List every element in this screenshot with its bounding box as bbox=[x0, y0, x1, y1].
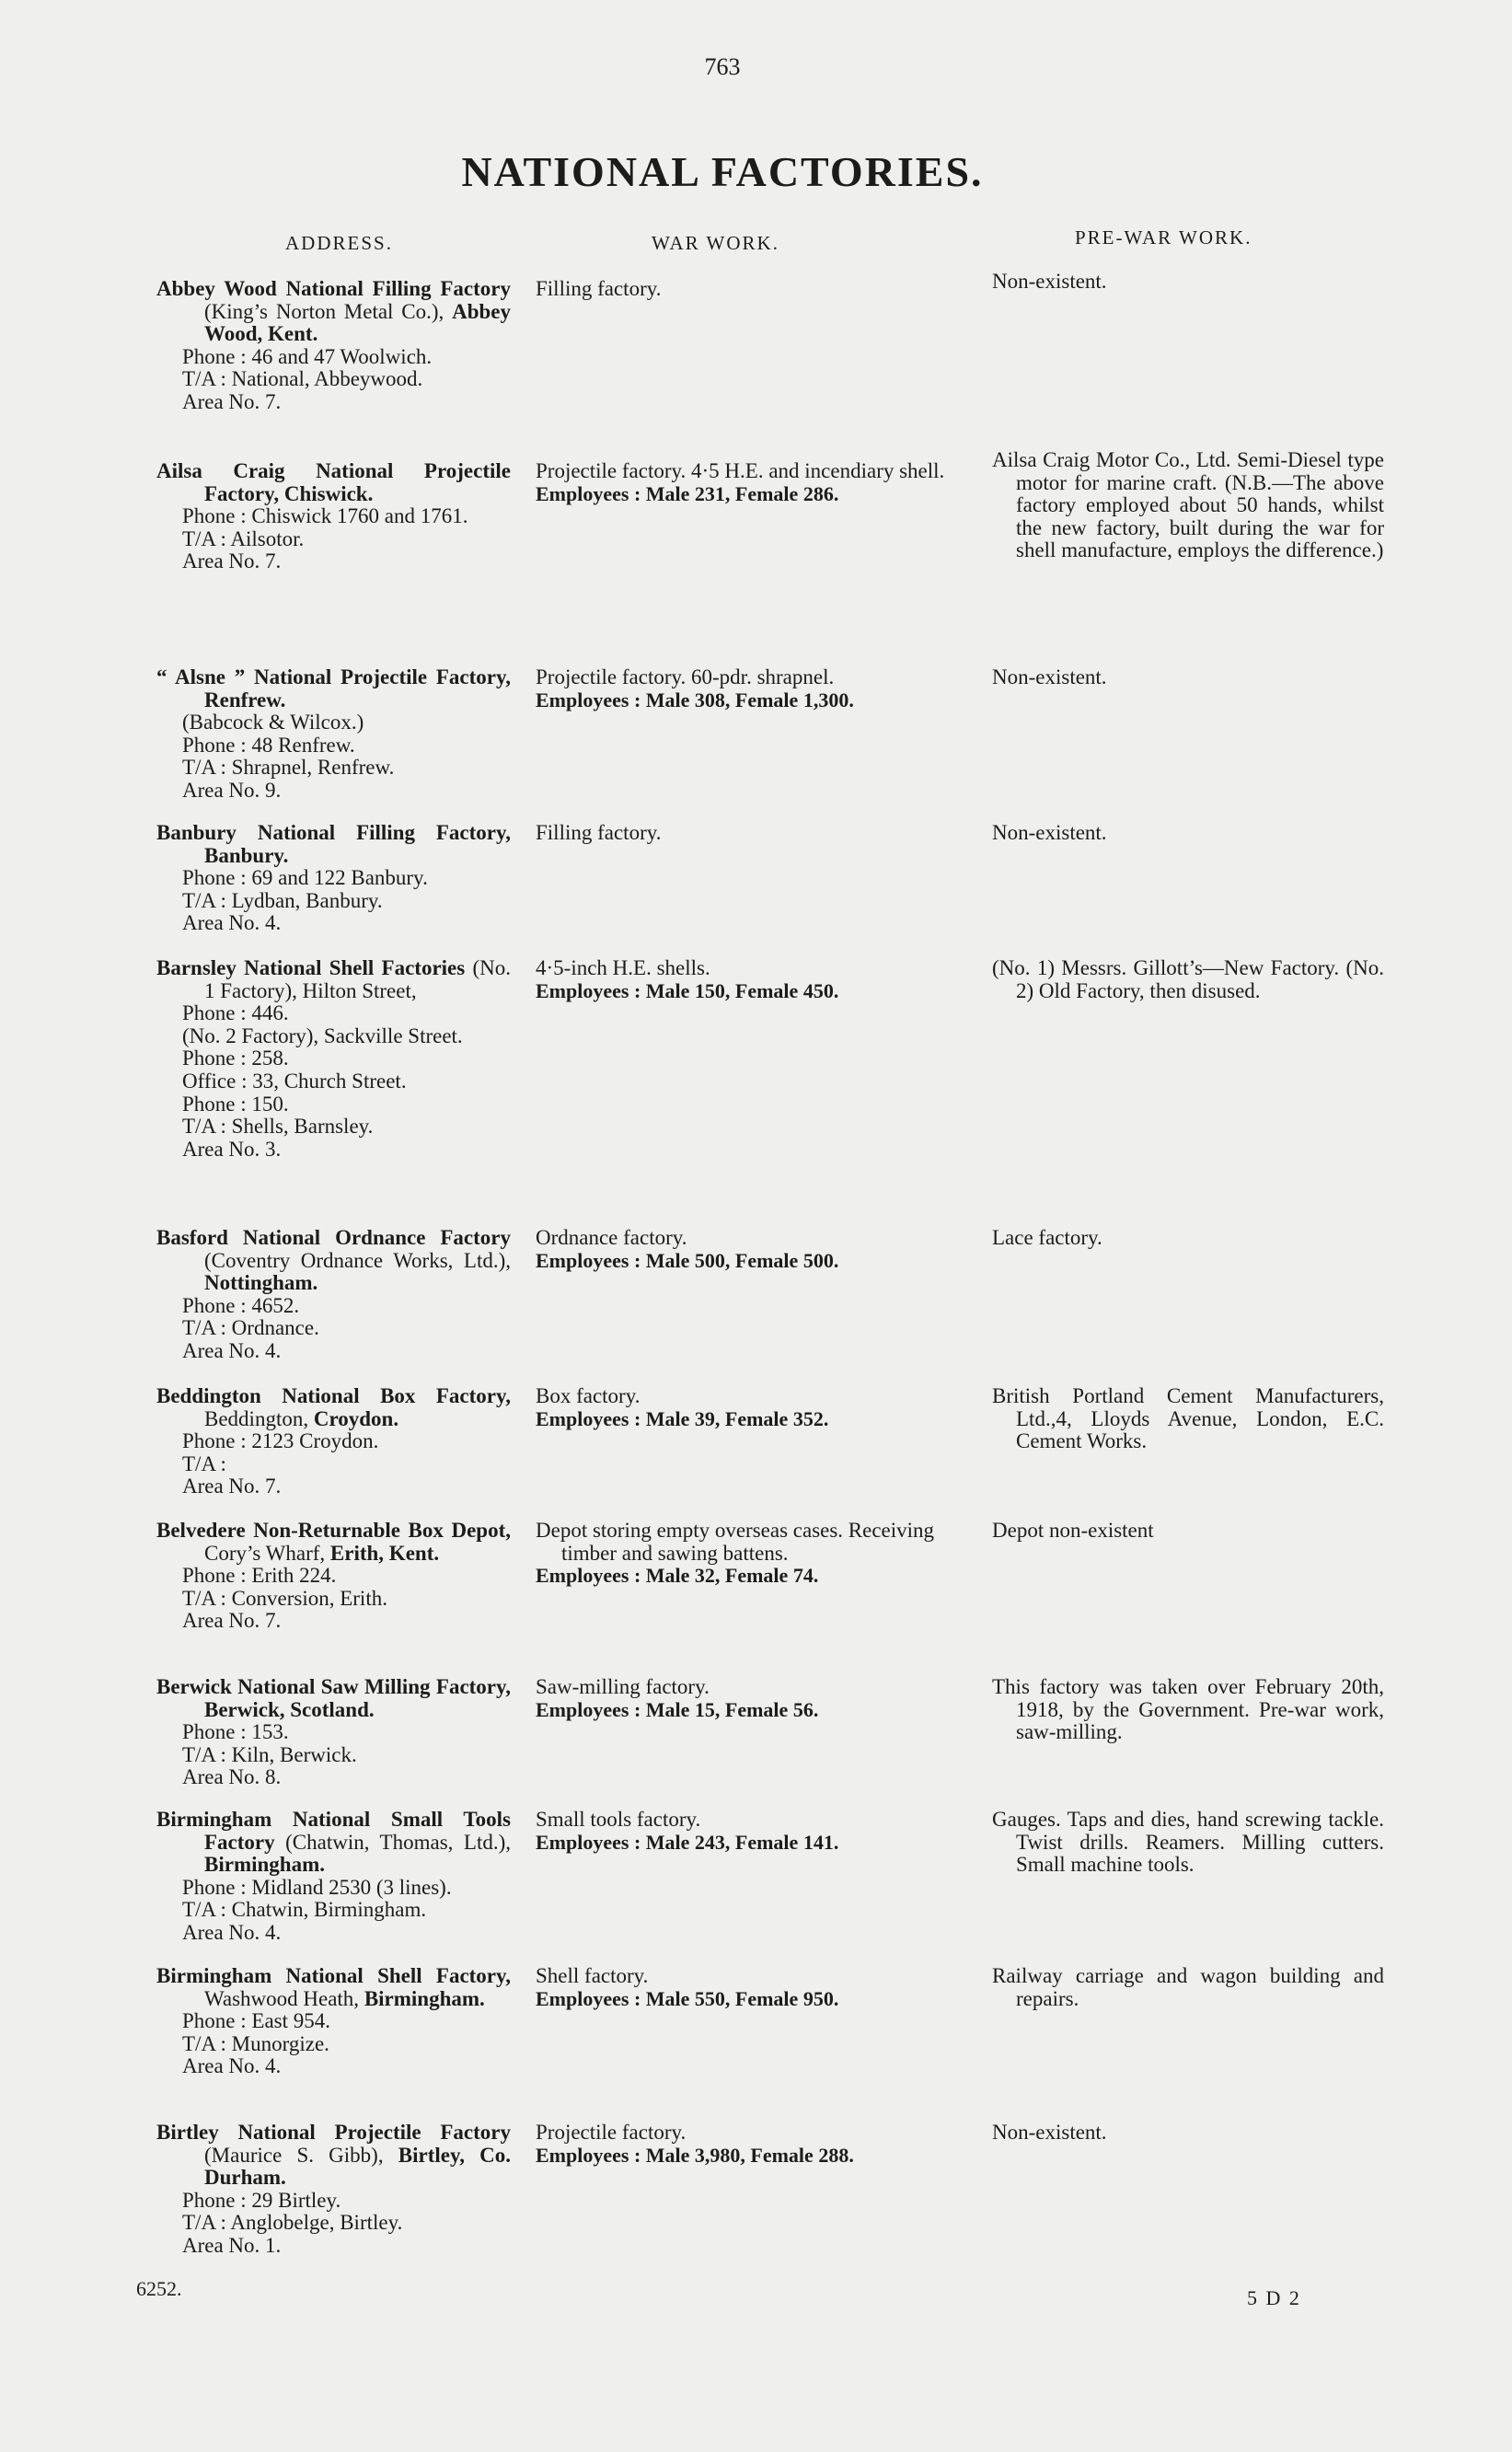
war-work-block bbox=[536, 460, 977, 505]
factory-name-bold: Birmingham National Shell Factory, bbox=[156, 1964, 511, 1987]
address-block bbox=[156, 822, 511, 935]
address-line: T/A : bbox=[182, 1452, 226, 1475]
address-line: Phone : 29 Birtley. bbox=[182, 2188, 341, 2212]
address-line: Phone : 153. bbox=[182, 1720, 289, 1744]
column-header-war-work: WAR WORK. bbox=[652, 232, 779, 254]
address-block bbox=[156, 957, 511, 1161]
war-work-description: Saw-milling factory. bbox=[536, 1675, 710, 1698]
address-line: (Babcock & Wilcox.) bbox=[182, 711, 364, 734]
factory-name-detail: (Chatwin, Thomas, Ltd.), bbox=[274, 1830, 511, 1854]
factory-location: Birmingham. bbox=[204, 1853, 325, 1877]
pre-war-work: Gauges. Taps and dies, hand screwing tackle. Twist drills. Reamers. Milling cutters. Small machine tools. bbox=[992, 1808, 1384, 1877]
address-line: Phone : 150. bbox=[182, 1092, 289, 1116]
employees-count: Employees : Male 308, Female 1,300. bbox=[536, 688, 854, 711]
address-line: Area No. 7. bbox=[182, 549, 282, 573]
factory-name-bold: Birmingham National Small Tools Factory bbox=[156, 1808, 511, 1854]
factory-location: Croydon. bbox=[313, 1406, 399, 1430]
address-block bbox=[156, 1809, 511, 1945]
war-work-block bbox=[536, 957, 977, 1002]
war-work-block bbox=[536, 2122, 977, 2167]
address-line: Area No. 7. bbox=[182, 389, 282, 413]
address-line: T/A : Shells, Barnsley. bbox=[182, 1115, 374, 1139]
war-work-block bbox=[536, 1520, 977, 1588]
address-block bbox=[156, 1520, 511, 1633]
address-line: T/A : Conversion, Erith. bbox=[182, 1586, 387, 1610]
pre-war-work: Lace factory. bbox=[992, 1226, 1102, 1249]
factory-location: Erith, Kent. bbox=[329, 1541, 440, 1565]
address-line: Area No. 4. bbox=[182, 2054, 282, 2078]
pre-war-work: Non-existent. bbox=[992, 2121, 1107, 2144]
address-line: T/A : Ailsotor. bbox=[182, 526, 305, 550]
address-line: Phone : Midland 2530 (3 lines). bbox=[182, 1875, 452, 1899]
factory-name-bold: Ailsa Craig National Projectile Factory, Chiswick. bbox=[156, 459, 511, 505]
pre-war-work: Non-existent. bbox=[992, 270, 1107, 293]
address-block bbox=[156, 2122, 511, 2258]
page-number: 763 bbox=[704, 53, 741, 80]
war-work-description: Depot storing empty overseas cases. Receiving timber and sawing battens. bbox=[536, 1519, 935, 1565]
pre-war-work: Non-existent. bbox=[992, 665, 1107, 688]
factory-name-detail: (Maurice S. Gibb), bbox=[204, 2143, 398, 2167]
employees-count: Employees : Male 32, Female 74. bbox=[536, 1564, 819, 1588]
address-line: Area No. 9. bbox=[182, 778, 282, 802]
employees-count: Employees : Male 550, Female 950. bbox=[536, 1986, 839, 2010]
footer-signature-mark: 5 D 2 bbox=[1247, 2286, 1301, 2309]
address-line: Phone : 446. bbox=[182, 1001, 289, 1025]
pre-war-work: Ailsa Craig Motor Co., Ltd. Semi-Diesel type motor for marine craft. (N.B.—The above factory employed about 50 hands, whilst the new factory, built during the war for shell manufacture, employs the difference.) bbox=[992, 448, 1384, 562]
factory-name bbox=[156, 1520, 511, 1565]
factory-name-bold: Abbey Wood National Filling Factory bbox=[156, 277, 511, 300]
address-line: Area No. 7. bbox=[182, 1475, 282, 1498]
address-block bbox=[156, 1227, 511, 1363]
column-header-address: ADDRESS. bbox=[285, 232, 393, 254]
employees-count: Employees : Male 500, Female 500. bbox=[536, 1248, 839, 1272]
address-block bbox=[156, 666, 511, 803]
war-work-description: Filling factory. bbox=[536, 277, 662, 300]
address-line: T/A : Kiln, Berwick. bbox=[182, 1742, 357, 1766]
address-line: T/A : Anglobelge, Birtley. bbox=[182, 2211, 403, 2235]
war-work-block bbox=[536, 1809, 977, 1854]
factory-name-bold: Banbury National Filling Factory, Banbury. bbox=[156, 821, 511, 867]
address-line: Phone : 258. bbox=[182, 1047, 289, 1070]
factory-name bbox=[156, 1227, 511, 1295]
war-work-block bbox=[536, 1385, 977, 1430]
war-work-block bbox=[536, 1227, 977, 1272]
address-line: T/A : Lydban, Banbury. bbox=[182, 888, 383, 912]
address-line: Phone : 4652. bbox=[182, 1293, 300, 1317]
address-line: Phone : 69 and 122 Banbury. bbox=[182, 866, 428, 890]
pre-war-work: (No. 1) Messrs. Gillott’s—New Factory. (No. 2) Old Factory, then disused. bbox=[992, 956, 1384, 1002]
address-block bbox=[156, 460, 511, 573]
war-work-block bbox=[536, 278, 977, 301]
employees-count: Employees : Male 39, Female 352. bbox=[536, 1406, 829, 1430]
war-work-description: Filling factory. bbox=[536, 821, 662, 844]
factory-name-detail: (Coventry Ordnance Works, Ltd.), bbox=[204, 1248, 511, 1272]
footer-print-number: 6252. bbox=[136, 2277, 182, 2300]
employees-count: Employees : Male 15, Female 56. bbox=[536, 1697, 819, 1721]
factory-location: Nottingham. bbox=[204, 1271, 318, 1295]
factory-name-detail: Washwood Heath, bbox=[204, 1986, 364, 2010]
address-block bbox=[156, 1385, 511, 1498]
war-work-description: Shell factory. bbox=[536, 1964, 649, 1987]
factory-name-bold: Berwick National Saw Milling Factory, Berwick, Scotland. bbox=[156, 1675, 511, 1721]
pre-war-work: Railway carriage and wagon building and repairs. bbox=[992, 1964, 1384, 2010]
column-header-pre-war-work: PRE-WAR WORK. bbox=[1075, 226, 1252, 249]
employees-count: Employees : Male 243, Female 141. bbox=[536, 1830, 839, 1854]
factory-name bbox=[156, 1965, 511, 2010]
factory-name-bold: Basford National Ordnance Factory bbox=[156, 1226, 511, 1249]
war-work-block bbox=[536, 1965, 977, 2010]
war-work-description: Projectile factory. 60-pdr. shrapnel. bbox=[536, 665, 835, 688]
factory-name bbox=[156, 278, 511, 346]
address-line: Area No. 4. bbox=[182, 1920, 282, 1944]
address-line: Area No. 3. bbox=[182, 1137, 282, 1161]
employees-count: Employees : Male 150, Female 450. bbox=[536, 978, 839, 1002]
address-line: Phone : 48 Renfrew. bbox=[182, 733, 355, 757]
address-line: Phone : Chiswick 1760 and 1761. bbox=[182, 504, 468, 528]
factory-location: Birmingham. bbox=[364, 1986, 485, 2010]
factory-name bbox=[156, 1676, 511, 1721]
factory-name bbox=[156, 822, 511, 867]
employees-count: Employees : Male 231, Female 286. bbox=[536, 481, 839, 505]
address-line: T/A : Munorgize. bbox=[182, 2031, 329, 2055]
war-work-block bbox=[536, 1676, 977, 1721]
factory-name-bold: Barnsley National Shell Factories bbox=[156, 956, 466, 979]
factory-name bbox=[156, 1809, 511, 1877]
war-work-block bbox=[536, 666, 977, 711]
address-line: Office : 33, Church Street. bbox=[182, 1069, 407, 1093]
factory-name bbox=[156, 666, 511, 711]
address-line: T/A : Shrapnel, Renfrew. bbox=[182, 756, 395, 780]
address-line: Phone : 46 and 47 Woolwich. bbox=[182, 344, 433, 368]
factory-name-bold: Beddington National Box Factory, bbox=[156, 1384, 511, 1407]
factory-name bbox=[156, 2122, 511, 2190]
pre-war-work: Non-existent. bbox=[992, 821, 1107, 844]
factory-name-detail: (King’s Norton Metal Co.), bbox=[204, 299, 453, 323]
factory-name-detail: (No. 1 Factory), Hilton Street, bbox=[204, 956, 511, 1002]
factory-name bbox=[156, 1385, 511, 1430]
factory-name-bold: Belvedere Non-Returnable Box Depot, bbox=[156, 1519, 511, 1542]
address-line: T/A : Chatwin, Birmingham. bbox=[182, 1898, 427, 1922]
factory-name-detail: Cory’s Wharf, bbox=[204, 1541, 330, 1565]
factory-name bbox=[156, 460, 511, 505]
war-work-description: Box factory. bbox=[536, 1384, 641, 1407]
war-work-description: Projectile factory. 4·5 H.E. and incendiary shell. bbox=[536, 459, 945, 482]
factory-name-bold: Birtley National Projectile Factory bbox=[156, 2121, 511, 2144]
factory-name bbox=[156, 957, 511, 1002]
address-line: Area No. 4. bbox=[182, 911, 282, 935]
pre-war-work: This factory was taken over February 20th, 1918, by the Government. Pre-war work, saw-milling. bbox=[992, 1675, 1384, 1744]
address-block bbox=[156, 1965, 511, 2078]
address-line: Area No. 7. bbox=[182, 1609, 282, 1633]
war-work-description: Projectile factory. bbox=[536, 2121, 687, 2144]
factory-location: Birtley, Co. Durham. bbox=[204, 2143, 511, 2190]
employees-count: Employees : Male 3,980, Female 288. bbox=[536, 2143, 854, 2167]
address-line: Phone : East 954. bbox=[182, 2009, 330, 2033]
war-work-description: Small tools factory. bbox=[536, 1808, 701, 1831]
pre-war-work: British Portland Cement Manufacturers, Ltd.,4, Lloyds Avenue, London, E.C. Cement Works. bbox=[992, 1384, 1384, 1453]
address-line: (No. 2 Factory), Sackville Street. bbox=[182, 1024, 463, 1047]
address-line: Area No. 8. bbox=[182, 1765, 282, 1789]
war-work-description: 4·5-inch H.E. shells. bbox=[536, 956, 710, 979]
war-work-description: Ordnance factory. bbox=[536, 1226, 687, 1249]
address-line: T/A : National, Abbeywood. bbox=[182, 367, 423, 391]
address-line: Area No. 4. bbox=[182, 1338, 282, 1362]
factory-name-bold: “ Alsne ” National Projectile Factory, Renfrew. bbox=[156, 665, 511, 711]
address-line: Phone : Erith 224. bbox=[182, 1564, 337, 1588]
page-title: NATIONAL FACTORIES. bbox=[461, 148, 984, 195]
war-work-block bbox=[536, 822, 977, 845]
address-block bbox=[156, 278, 511, 414]
factory-name-detail: Beddington, bbox=[204, 1406, 314, 1430]
address-line: Area No. 1. bbox=[182, 2233, 282, 2257]
address-line: Phone : 2123 Croydon. bbox=[182, 1429, 379, 1453]
address-line: T/A : Ordnance. bbox=[182, 1316, 319, 1340]
factory-location: Abbey Wood, Kent. bbox=[204, 299, 511, 346]
address-block bbox=[156, 1676, 511, 1789]
pre-war-work: Depot non-existent bbox=[992, 1519, 1154, 1542]
